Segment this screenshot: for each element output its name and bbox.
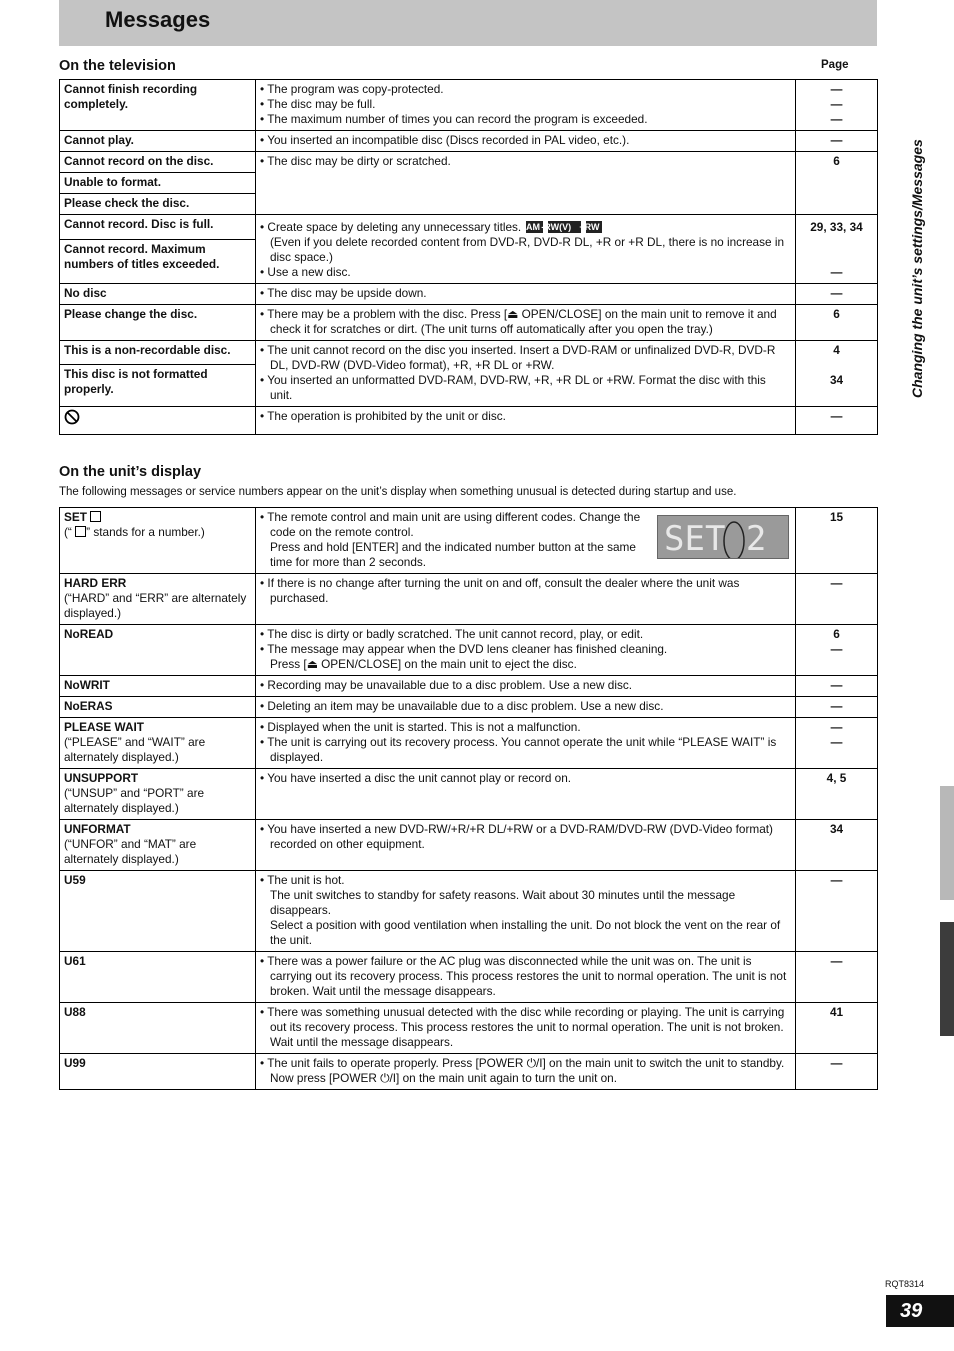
description-cell: • The remote control and main unit are using different codes. Change the code on the remote control. Press and hold [ENTER] and the indicated number button at the same time for more than 2 seconds. SET 2 xyxy=(256,508,796,574)
page-cell: — xyxy=(796,284,878,305)
description-cell: • The disc is dirty or badly scratched. The unit cannot record, play, or edit. • The message may appear when the DVD lens cleaner has finished cleaning. Press [⏏ OPEN/CLOSE] on the main unit to eject the disc. xyxy=(256,625,796,676)
table-row xyxy=(60,1054,878,1090)
chapter-tab-light xyxy=(940,786,954,900)
rw-v-badge: -RW(V) xyxy=(548,221,581,233)
message-cell: NoREAD xyxy=(60,625,256,676)
description-cell: • The unit is hot. The unit switches to standby for safety reasons. Wait about 30 minutes until the message disappears. Select a position with good ventilation when installing the unit. Do not block the vent on the rear of the unit. xyxy=(256,871,796,952)
description-cell: • You inserted an incompatible disc (Discs recorded in PAL video, etc.). xyxy=(256,131,796,152)
page-cell: 29, 33, 34 — xyxy=(796,215,878,284)
page-cell: 6 xyxy=(796,152,878,215)
description-cell: • The operation is prohibited by the unit or disc. xyxy=(256,407,796,435)
page-cell: 6 xyxy=(796,305,878,341)
page-cell: 4, 5 xyxy=(796,769,878,820)
description-cell: • There was something unusual detected with the disc while recording or playing. The unit is carrying out its recovery process. This process restores the unit to normal operation. The unit is not broken. Wait until the message disappears. xyxy=(256,1003,796,1054)
table-row xyxy=(60,1003,878,1054)
page-cell: 34 xyxy=(796,820,878,871)
description-cell: • Displayed when the unit is started. This is not a malfunction. • The unit is carrying out its recovery process. You cannot operate the unit while “PLEASE WAIT” is displayed. xyxy=(256,718,796,769)
page-cell: — xyxy=(796,676,878,697)
table-row xyxy=(60,284,878,305)
table-row xyxy=(60,697,878,718)
page-cell: 41 xyxy=(796,1003,878,1054)
description-cell: • The disc may be dirty or scratched. xyxy=(256,152,796,215)
display-intro: The following messages or service numbers appear on the unit’s display when something unusual is detected during startup and use. xyxy=(59,486,737,498)
page-cell: — xyxy=(796,697,878,718)
table-row xyxy=(60,407,878,435)
table-row xyxy=(60,820,878,871)
message-cell: HARD ERR (“HARD” and “ERR” are alternately displayed.) xyxy=(60,574,256,625)
description-cell: • You have inserted a new DVD-RW/+R/+R DL/+RW or a DVD-RAM/DVD-RW (DVD-Video format) recorded on other equipment. xyxy=(256,820,796,871)
page-number: 39 xyxy=(886,1295,954,1327)
message-cell: Please change the disc. xyxy=(60,305,256,341)
display-messages-table xyxy=(59,507,878,1090)
table-row xyxy=(60,871,878,952)
number-box xyxy=(75,526,86,537)
prohibited-icon xyxy=(64,409,80,425)
description-cell: • The unit fails to operate properly. Press [POWER ⏻/I] on the main unit to switch the unit to standby. Now press [POWER ⏻/I] on the main unit again to turn the unit on. xyxy=(256,1054,796,1090)
message-cell: U61 xyxy=(60,952,256,1003)
plus-rw-badge: +RW xyxy=(586,221,602,233)
description-cell: • Deleting an item may be unavailable due to a disc problem. Use a new disc. xyxy=(256,697,796,718)
message-cell: Cannot record on the disc. xyxy=(60,152,256,173)
document-code: RQT8314 xyxy=(885,1279,925,1289)
page-cell: — — xyxy=(796,718,878,769)
page-cell: — xyxy=(796,871,878,952)
table-row xyxy=(60,952,878,1003)
message-cell: Please check the disc. xyxy=(60,194,256,215)
message-cell: This disc is not formatted properly. xyxy=(60,365,256,407)
page-cell: — xyxy=(796,1054,878,1090)
description-cell: • The unit cannot record on the disc you inserted. Insert a DVD-RAM or unfinalized DVD-R, DVD-R DL, DVD-RW (DVD-Video format), +R, +R DL or +RW. • You inserted an unformatted DVD-RAM, DVD-RW, +R, +R DL or +RW. Format the disc with this unit. xyxy=(256,341,796,407)
message-cell: SET (“ ” stands for a number.) xyxy=(60,508,256,574)
description-cell: • There was a power failure or the AC plug was disconnected while the unit was on. The unit is carrying out its recovery process. This process restores the unit to normal operation. The unit is not broken. Wait until the message disappears. xyxy=(256,952,796,1003)
description-cell: • You have inserted a disc the unit cannot play or record on. xyxy=(256,769,796,820)
chapter-side-title: Changing the unit’s settings/Messages xyxy=(909,139,925,398)
description-cell: • The disc may be upside down. xyxy=(256,284,796,305)
page-cell: 15 xyxy=(796,508,878,574)
table-row xyxy=(60,131,878,152)
lcd-display-illustration xyxy=(657,515,789,559)
title-bar xyxy=(59,0,877,46)
page-cell: — xyxy=(796,131,878,152)
description-cell: • The program was copy-protected. • The disc may be full. • The maximum number of times you can record the program is exceeded. xyxy=(256,80,796,131)
table-row xyxy=(60,574,878,625)
message-cell: Cannot finish recording completely. xyxy=(60,80,256,131)
message-cell: U99 xyxy=(60,1054,256,1090)
message-cell: UNSUPPORT (“UNSUP” and “PORT” are alternately displayed.) xyxy=(60,769,256,820)
page-cell: — xyxy=(796,407,878,435)
television-messages-table xyxy=(59,79,878,435)
message-cell: PLEASE WAIT (“PLEASE” and “WAIT” are alternately displayed.) xyxy=(60,718,256,769)
table-row xyxy=(60,508,878,574)
table-row xyxy=(60,152,878,173)
ram-badge: RAM xyxy=(526,221,543,233)
description-cell: • Recording may be unavailable due to a disc problem. Use a new disc. xyxy=(256,676,796,697)
description-cell: • If there is no change after turning the unit on and off, consult the dealer where the unit was purchased. xyxy=(256,574,796,625)
description-cell: • There may be a problem with the disc. Press [⏏ OPEN/CLOSE] on the main unit to remove it and check it for scratches or dirt. (The unit turns off automatically after you open the tray.) xyxy=(256,305,796,341)
page-cell: — xyxy=(796,952,878,1003)
section-heading-television: On the television xyxy=(59,58,176,74)
description-cell: • Create space by deleting any unnecessary titles. RAM -RW(V) +RW (Even if you delete recorded content from DVD-R, DVD-R DL, +R or +R DL, there is no increase in disc space.) • Use a new disc. xyxy=(256,215,796,284)
message-cell: UNFORMAT (“UNFOR” and “MAT” are alternately displayed.) xyxy=(60,820,256,871)
message-cell: Cannot record. Maximum numbers of titles exceeded. xyxy=(60,240,256,284)
table-row xyxy=(60,80,878,131)
table-row xyxy=(60,625,878,676)
message-cell: No disc xyxy=(60,284,256,305)
message-cell: Unable to format. xyxy=(60,173,256,194)
message-cell: U59 xyxy=(60,871,256,952)
table-row xyxy=(60,341,878,365)
table-row xyxy=(60,676,878,697)
section-heading-display: On the unit’s display xyxy=(59,464,202,480)
page-cell: — xyxy=(796,574,878,625)
message-cell: U88 xyxy=(60,1003,256,1054)
table-row xyxy=(60,769,878,820)
message-cell: NoWRIT xyxy=(60,676,256,697)
page-cell: — — — xyxy=(796,80,878,131)
table-row xyxy=(60,718,878,769)
svg-text:SET 2: SET 2 xyxy=(664,519,767,559)
message-cell: Cannot play. xyxy=(60,131,256,152)
table-row xyxy=(60,215,878,240)
message-cell: NoERAS xyxy=(60,697,256,718)
page-cell: 4 34 xyxy=(796,341,878,407)
page-column-header: Page xyxy=(821,59,849,71)
number-box xyxy=(90,511,101,522)
page-cell: 6 — xyxy=(796,625,878,676)
message-cell: This is a non-recordable disc. xyxy=(60,341,256,365)
message-cell xyxy=(60,407,256,435)
table-row xyxy=(60,305,878,341)
chapter-tab-dark xyxy=(940,922,954,1036)
page-title: Messages xyxy=(105,7,211,32)
message-cell: Cannot record. Disc is full. xyxy=(60,215,256,240)
